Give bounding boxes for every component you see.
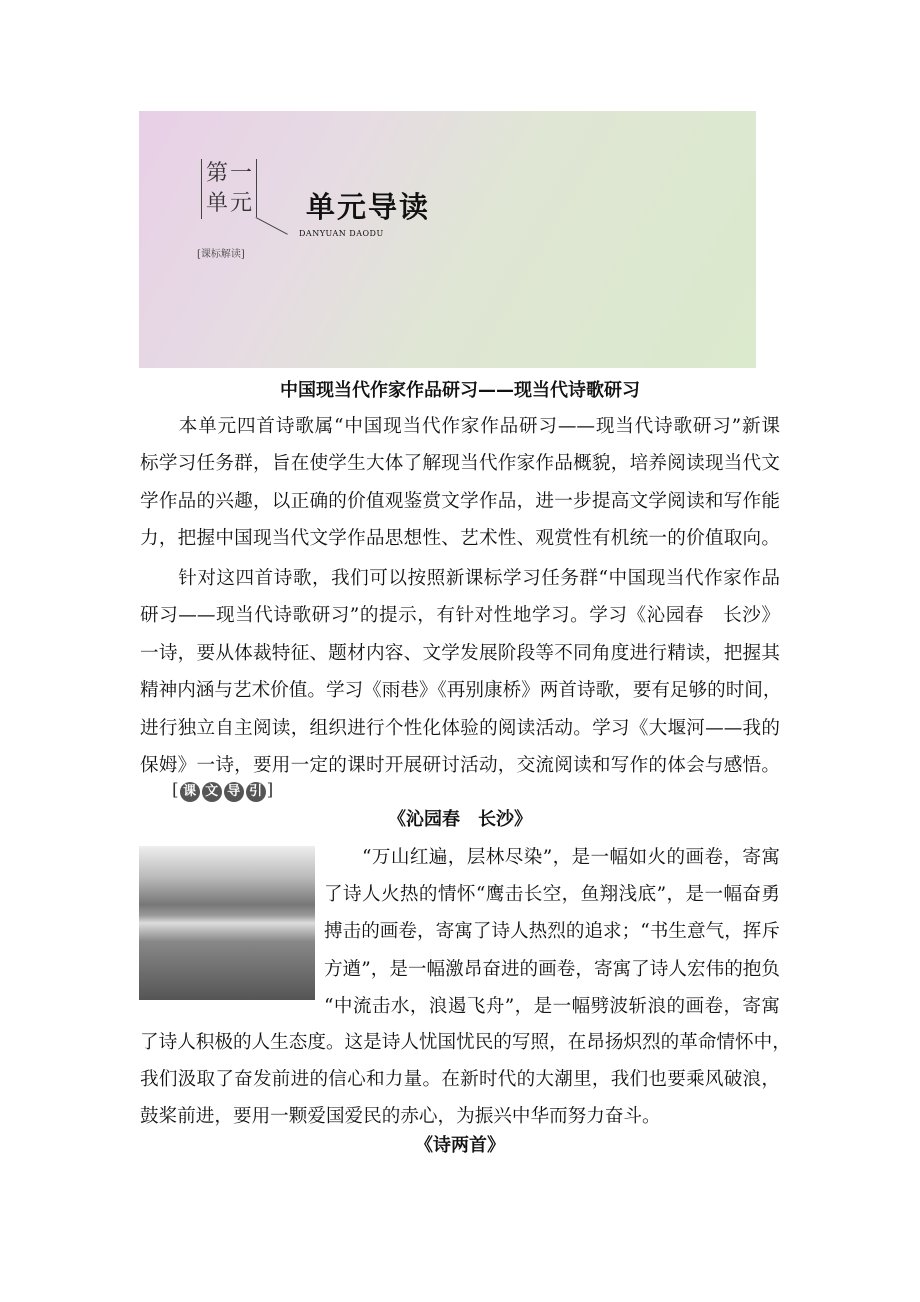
text-line: 进行独立自主阅读，组织进行个性化体验的阅读活动。学习《大堰河——我的 [140, 717, 780, 739]
text-line: 方遒”，是一幅激昂奋进的画卷，寄寓了诗人宏伟的抱负 [324, 958, 780, 980]
text-line: “万山红遍，层林尽染”，是一幅如火的画卷，寄寓 [324, 847, 780, 868]
banner-subtitle: DANYUAN DAODU [299, 229, 384, 238]
lake-photo [139, 846, 315, 1000]
unit-char: 元 [230, 191, 253, 216]
text-line: 了诗人火热的情怀“鹰击长空，鱼翔浅底”，是一幅奋勇 [324, 884, 780, 906]
text-line: 精神内涵与艺术价值。学习《雨巷》《再别康桥》两首诗歌，要有足够的时间， [140, 680, 782, 702]
tag-char: 导 [224, 782, 244, 802]
unit-char: 单 [206, 191, 229, 216]
divider [256, 159, 257, 217]
text-line: 力，把握中国现当代文学作品思想性、艺术性、观赏性有机统一的价值取向。 [140, 528, 780, 550]
tag-char: 课 [180, 782, 200, 802]
text-line: 本单元四首诗歌属“中国现当代作家作品研习——现当代诗歌研习”新课 [140, 416, 780, 437]
poem-title: 《诗两首》 [415, 1135, 505, 1156]
unit-number [201, 159, 258, 219]
unit-char: 一 [230, 161, 253, 186]
text-line: 标学习任务群，旨在使学生大体了解现当代作家作品概貌，培养阅读现当代文 [140, 453, 780, 475]
text-line: 针对这四首诗歌，我们可以按照新课标学习任务群“中国现当代作家作品 [140, 568, 780, 589]
text-line: 一诗，要从体裁特征、题材内容、文学发展阶段等不同角度进行精读，把握其 [140, 642, 780, 664]
divider [256, 217, 288, 235]
poem-title: 《沁园春 长沙》 [388, 809, 532, 830]
unit-char: 第 [206, 161, 229, 186]
text-line: 保姆》一诗，要用一定的课时开展研讨活动，交流阅读和写作的体会与感悟。 [140, 755, 780, 776]
section-title: 中国现当代作家作品研习——现当代诗歌研习 [280, 380, 640, 401]
text-line: 研习——现当代诗歌研习”的提示，有针对性地学习。学习《沁园春 长沙》 [140, 605, 780, 627]
text-line: 学作品的兴趣，以正确的价值观鉴赏文学作品，进一步提高文学阅读和写作能 [140, 490, 780, 512]
unit-banner [139, 111, 756, 368]
lesson-guide-tag: [ 课 文 导 引 ] [172, 780, 274, 800]
text-line: “中流击水，浪遏飞舟”，是一幅劈波斩浪的画卷，寄寓 [324, 995, 780, 1017]
text-line: 了诗人积极的人生态度。这是诗人忧国忧民的写照，在昂扬炽烈的革命情怀中， [140, 1032, 791, 1053]
text-line: 我们汲取了奋发前进的信心和力量。在新时代的大潮里，我们也要乘风破浪， [140, 1069, 780, 1091]
text-line: 鼓桨前进，要用一颗爱国爱民的赤心，为振兴中华而努力奋斗。 [140, 1106, 661, 1128]
banner-title: 单元导读 [306, 190, 431, 224]
text-line: 搏击的画卷，寄寓了诗人热烈的追求；“书生意气，挥斥 [324, 921, 780, 943]
tag-char: 文 [202, 782, 222, 802]
banner-tag: [课标解读] [197, 249, 245, 260]
tag-char: 引 [246, 782, 266, 802]
